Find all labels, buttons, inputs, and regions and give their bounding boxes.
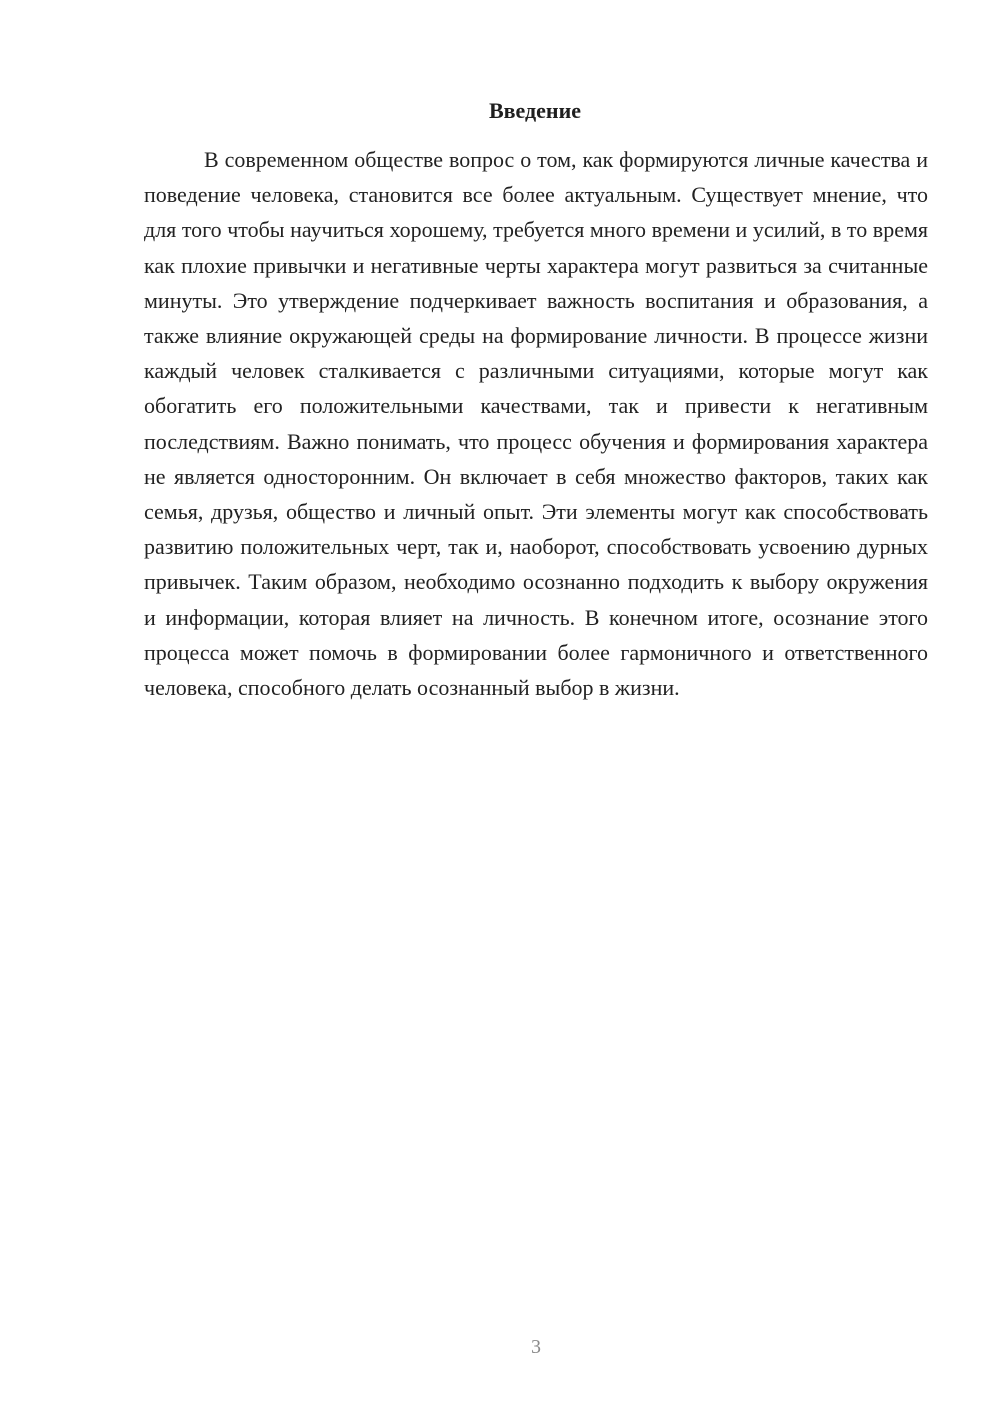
body-paragraph: В современном обществе вопрос о том, как формируются личные качества и поведение человека, становится все более актуальным. Существует мнение, что для того чтобы научиться хорошему, требуется много времени и усилий, в то время как плохие привычки и негативные черты характера могут развиться за считанные минуты. Это утверждение подчеркивает важность воспитания и образования, а также влияние окружающей среды на формирование личности. В процессе жизни каждый человек сталкивается с различными ситуациями, которые могут как обогатить его положительными качествами, так и привести к негативным последствиям. Важно понимать, что процесс обучения и формирования характера не является односторонним. Он включает в себя множество факторов, таких как семья, друзья, общество и личный опыт. Эти элементы могут как способствовать развитию положительных черт, так и, наоборот, способствовать усвоению дурных привычек. Таким образом, необходимо осознанно подходить к выбору окружения и информации, которая влияет на личность. В конечном итоге, осознание этого процесса может помочь в формировании более гармоничного и ответственного человека, способного делать осознанный выбор в жизни. — [144, 147, 928, 701]
section-heading: Введение — [488, 98, 582, 123]
page-number: 3 — [531, 1336, 541, 1358]
